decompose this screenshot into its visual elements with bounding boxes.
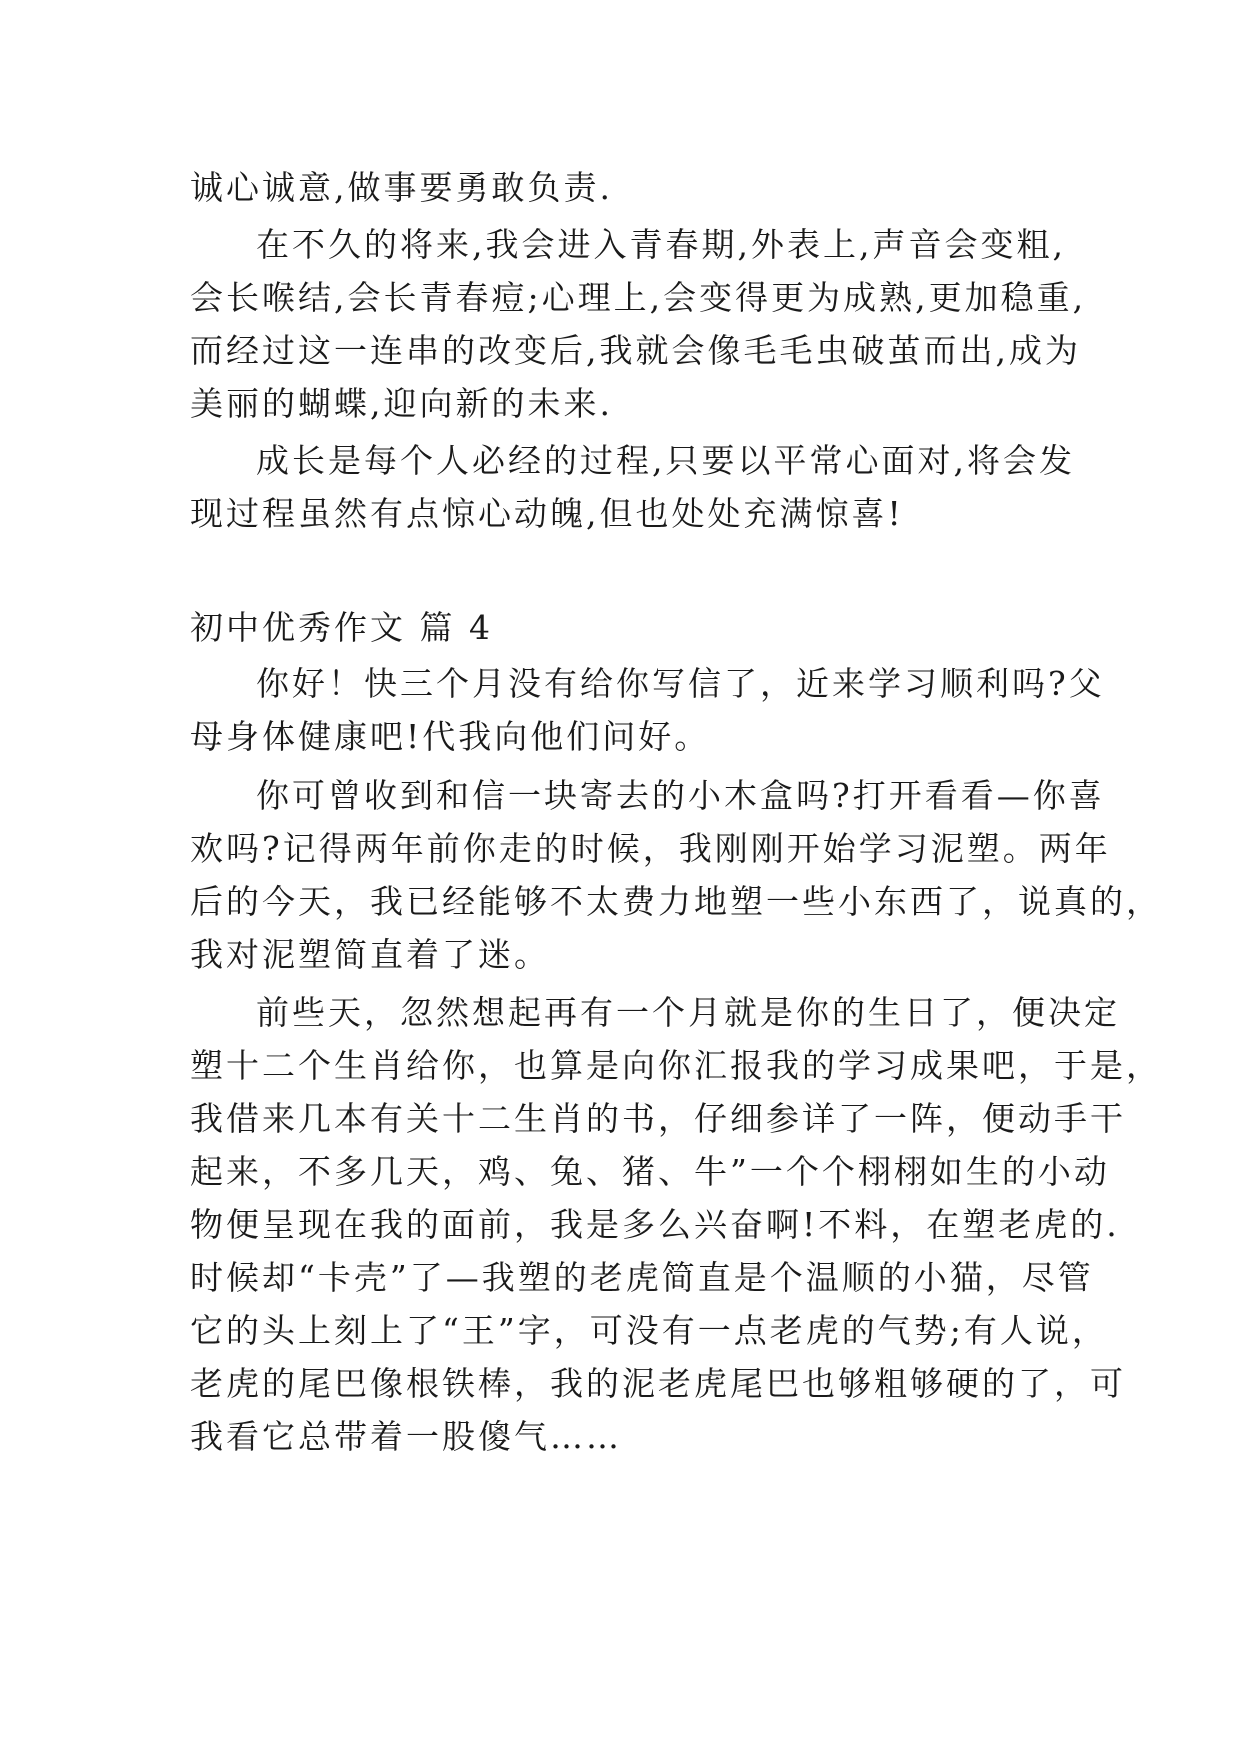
paragraph-line: 老虎的尾巴像根铁棒，我的泥老虎尾巴也够粗够硬的了，可	[190, 1364, 1126, 1403]
paragraph-line: 现过程虽然有点惊心动魄,但也处处充满惊喜!	[190, 494, 904, 533]
section-heading: 初中优秀作文 篇 4	[190, 608, 493, 647]
paragraph-line: 会长喉结,会长青春痘;心理上,会变得更为成熟,更加稳重,	[190, 278, 1087, 317]
paragraph-line: 母身体健康吧!代我向他们问好。	[190, 717, 711, 756]
paragraph-line: 物便呈现在我的面前，我是多么兴奋啊!不料，在塑老虎的.	[190, 1205, 1120, 1244]
paragraph-line: 成长是每个人必经的过程,只要以平常心面对,将会发	[256, 441, 1075, 480]
paragraph-line: 我借来几本有关十二生肖的书，仔细参详了一阵，便动手干	[190, 1099, 1126, 1138]
paragraph-line: 时候却“卡壳”了—我塑的老虎简直是个温顺的小猫，尽管	[190, 1258, 1094, 1297]
paragraph-line: 它的头上刻上了“王”字，可没有一点老虎的气势;有人说，	[190, 1311, 1108, 1350]
paragraph-line: 诚心诚意,做事要勇敢负责.	[190, 168, 613, 207]
paragraph-line: 欢吗?记得两年前你走的时候，我刚刚开始学习泥塑。两年	[190, 829, 1111, 868]
paragraph-line: 后的今天，我已经能够不太费力地塑一些小东西了，说真的，	[190, 882, 1162, 921]
paragraph-line: 而经过这一连串的改变后,我就会像毛毛虫破茧而出,成为	[190, 331, 1081, 370]
paragraph-line: 在不久的将来,我会进入青春期,外表上,声音会变粗,	[256, 225, 1066, 264]
paragraph-line: 你可曾收到和信一块寄去的小木盒吗?打开看看—你喜	[256, 776, 1105, 815]
paragraph-line: 美丽的蝴蝶,迎向新的未来.	[190, 384, 613, 423]
paragraph-line: 你好！快三个月没有给你写信了，近来学习顺利吗?父	[256, 664, 1105, 703]
paragraph-line: 起来，不多几天，鸡、兔、猪、牛”一个个栩栩如生的小动	[190, 1152, 1110, 1191]
paragraph-line: 前些天，忽然想起再有一个月就是你的生日了，便决定	[256, 993, 1120, 1032]
paragraph-line: 我看它总带着一股傻气……	[190, 1417, 622, 1456]
paragraph-line: 我对泥塑简直着了迷。	[190, 935, 550, 974]
paragraph-line: 塑十二个生肖给你，也算是向你汇报我的学习成果吧，于是，	[190, 1046, 1162, 1085]
